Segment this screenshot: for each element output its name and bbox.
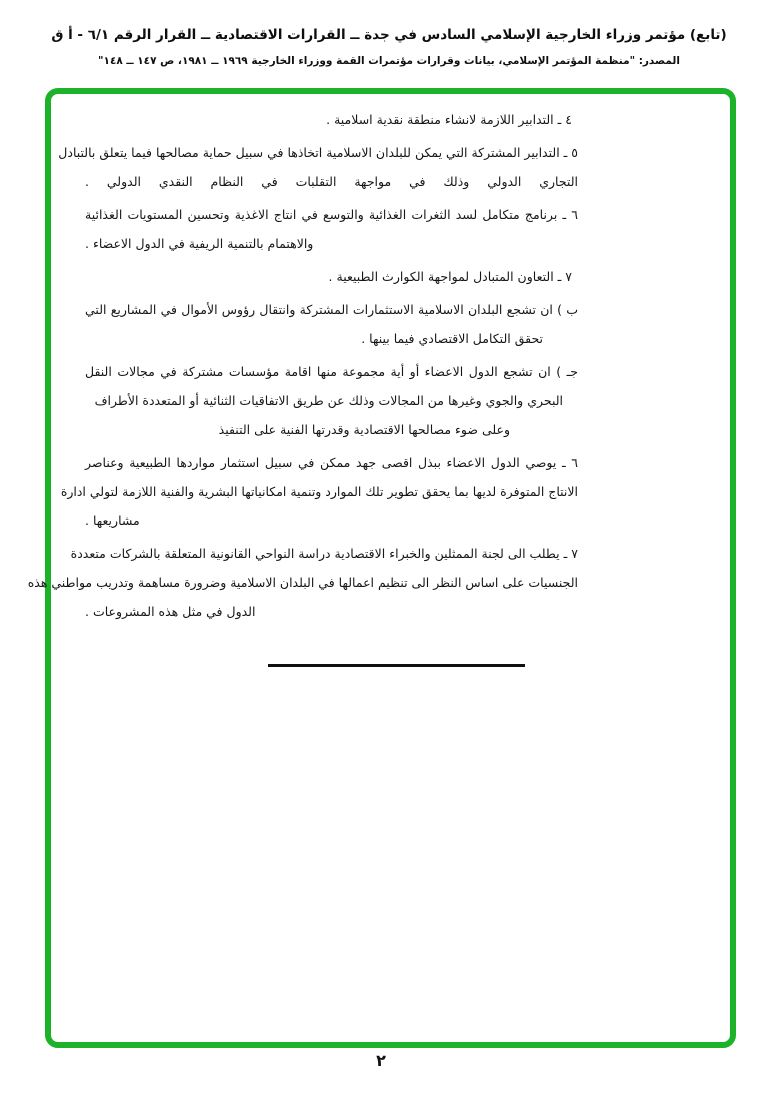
- text-line: ٦ ـ برنامج متكامل لسد الثغرات الغذائية والتوسع في انتاج الاغذية وتحسين المستويات الغذائية: [85, 207, 578, 222]
- paragraph: [60, 448, 578, 535]
- text-line: ٧ ـ يطلب الى لجنة الممثلين والخبراء الاقتصادية دراسة النواحي القانونية المتعلقة بالشركات متعددة: [70, 546, 578, 561]
- text-line: مشاريعها .: [85, 513, 140, 528]
- body-text: [27, 105, 578, 630]
- text-line: الجنسيات على اساس النظر الى تنظيم اعمالها في البلدان الاسلامية وضرورة مساهمة وتدريب مواطني هذه: [27, 575, 578, 590]
- paragraph: [85, 295, 578, 353]
- text-line: جـ ) ان تشجع الدول الاعضاء أو أية مجموعة منها اقامة مؤسسات مشتركة في مجالات النقل: [85, 364, 578, 379]
- text-line: ٥ ـ التدابير المشتركة التي يمكن للبلدان الاسلامية اتخاذها في سبيل حماية مصالحها فيما يتعلق بالتبادل: [58, 145, 578, 160]
- header-source-line: المصدر: "منظمة المؤتمر الإسلامي، بيانات وقرارات مؤتمرات القمة ووزراء الخارجية ١٩٦٩ ــ ١٩٨١، ص ١٤٧ ــ ١٤٨": [98, 55, 680, 67]
- text-line: ٤ ـ التدابير اللازمة لانشاء منطقة نقدية اسلامية .: [326, 112, 572, 127]
- text-line: والاهتمام بالتنمية الريفية في الدول الاعضاء .: [85, 236, 314, 251]
- paragraph: [85, 357, 578, 444]
- text-line: البحري والجوي وغيرها من المجالات وذلك عن طريق الاتفاقيات الثنائية أو المتعددة الأطراف: [94, 393, 563, 408]
- paragraph: [58, 138, 578, 196]
- header-title: (تابع) مؤتمر وزراء الخارجية الإسلامي السادس في جدة ــ القرارات الاقتصادية ــ القرار الرقم ٦/١ - أ ق: [51, 27, 727, 43]
- text-line: ٧ ـ التعاون المتبادل لمواجهة الكوارث الطبيعية .: [328, 269, 572, 284]
- text-line: التجاري الدولي وذلك في مواجهة التقلبات في النظام النقدي الدولي .: [85, 174, 578, 189]
- text-line: ٦ ـ يوصي الدول الاعضاء ببذل اقصى جهد ممكن في سبيل استثمار مواردها الطبيعية وعناصر: [85, 455, 578, 470]
- paragraph: [85, 262, 578, 291]
- paragraph: [85, 105, 578, 134]
- text-line: وعلى ضوء مصالحها الاقتصادية وقدرتها الفنية على التنفيذ: [218, 422, 510, 437]
- text-line: الانتاج المتوفرة لديها بما يحقق تطوير تلك الموارد وتنمية امكانياتها البشرية والفنية اللازمة لتولي ادارة: [60, 484, 578, 499]
- paragraph: [85, 200, 578, 258]
- page-number: ٢: [376, 1051, 386, 1070]
- text-line: الدول في مثل هذه المشروعات .: [85, 604, 256, 619]
- text-line: ب ) ان تشجع البلدان الاسلامية الاستثمارات المشتركة وانتقال رؤوس الأموال في المشاريع التي: [85, 302, 578, 317]
- text-line: تحقق التكامل الاقتصادي فيما بينها .: [361, 331, 543, 346]
- closing-divider-line: [268, 664, 525, 667]
- paragraph: [27, 539, 578, 626]
